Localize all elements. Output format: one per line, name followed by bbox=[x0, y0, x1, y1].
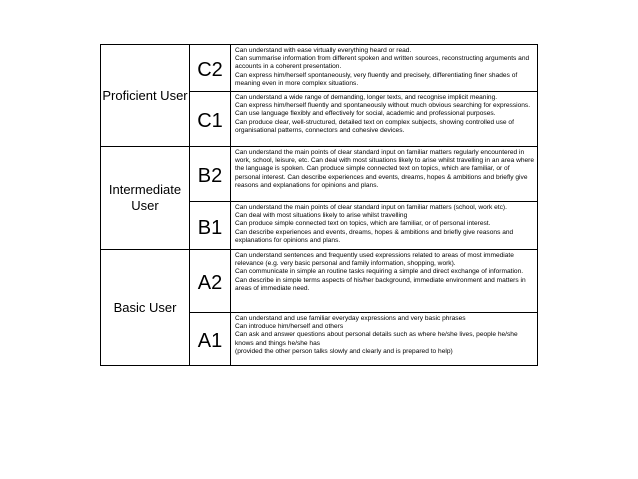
level-description bbox=[231, 92, 538, 147]
description-line: Can understand the main points of clear standard input on familiar matters regularly encountered in work, school, leisure, etc. Can deal with most situations likely to arise whilst travelling in an area where the language is spoken. Can produce simple connected text on topics, which are familiar, or of personal interest. Can describe experiences and events, dreams, hopes & ambitions and briefly give reasons and explanations for opinions and plans. bbox=[235, 149, 535, 189]
level-description bbox=[231, 147, 538, 202]
description-line: Can express him/herself spontaneously, very fluently and precisely, differentiating finer shades of meaning even in more complex situations. bbox=[235, 71, 518, 87]
description-line: Can understand the main points of clear standard input on familiar matters (school, work etc). bbox=[235, 204, 507, 211]
group-label-intermediate: Intermediate User bbox=[101, 147, 190, 250]
description-line: Can understand with ease virtually everything heard or read. bbox=[235, 47, 412, 54]
description-line: Can ask and answer questions about personal details such as where he/she lives, people he/she knows and things he/she has bbox=[235, 331, 518, 347]
level-code: C1 bbox=[190, 92, 231, 147]
table-row bbox=[101, 147, 538, 202]
description-line: Can communicate in simple an routine tasks requiring a simple and direct exchange of information. bbox=[235, 268, 524, 276]
description-line: Can describe in simple terms aspects of his/her background, immediate environment and matters in areas of immediate need. bbox=[235, 276, 526, 292]
group-label-proficient: Proficient User bbox=[101, 45, 190, 147]
description-line: Can describe experiences and events, dreams, hopes & ambitions and briefly give reasons and explanations for opinions and plans. bbox=[235, 228, 514, 244]
description-line: (provided the other person talks slowly and clearly and is prepared to help) bbox=[235, 347, 453, 355]
group-label-basic: Basic User bbox=[101, 250, 190, 366]
level-description bbox=[231, 45, 538, 92]
description-line: Can produce clear, well-structured, detailed text on complex subjects, showing controlled use of organisational patterns, connectors and cohesive devices. bbox=[235, 118, 514, 134]
level-code: B1 bbox=[190, 202, 231, 250]
description-line: Can summarise information from different spoken and written sources, reconstructing arguments and accounts in a coherent presentation. bbox=[235, 55, 530, 71]
description-line: Can use language flexibly and effectively for social, academic and professional purposes. bbox=[235, 110, 496, 118]
cefr-levels-table bbox=[100, 44, 538, 366]
description-line: Can deal with most situations likely to arise whilst travelling bbox=[235, 212, 408, 220]
level-code: A2 bbox=[190, 250, 231, 313]
table-row bbox=[101, 250, 538, 313]
description-line: Can understand and use familiar everyday expressions and very basic phrases bbox=[235, 315, 466, 322]
description-line: Can express him/herself fluently and spontaneously without much obvious searching for expressions. bbox=[235, 102, 531, 110]
level-code: A1 bbox=[190, 313, 231, 366]
table-row bbox=[101, 45, 538, 92]
description-line: Can understand a wide range of demanding, longer texts, and recognise implicit meaning. bbox=[235, 94, 498, 101]
level-code: C2 bbox=[190, 45, 231, 92]
description-line: Can introduce him/herself and others bbox=[235, 323, 344, 331]
description-line: Can understand sentences and frequently used expressions related to areas of most immediate relevance (e.g. very basic personal and family information, shopping, work). bbox=[235, 252, 514, 268]
level-description bbox=[231, 313, 538, 366]
level-code: B2 bbox=[190, 147, 231, 202]
description-line: Can produce simple connected text on topics, which are familiar, or of personal interest. bbox=[235, 220, 491, 228]
level-description bbox=[231, 202, 538, 250]
level-description bbox=[231, 250, 538, 313]
